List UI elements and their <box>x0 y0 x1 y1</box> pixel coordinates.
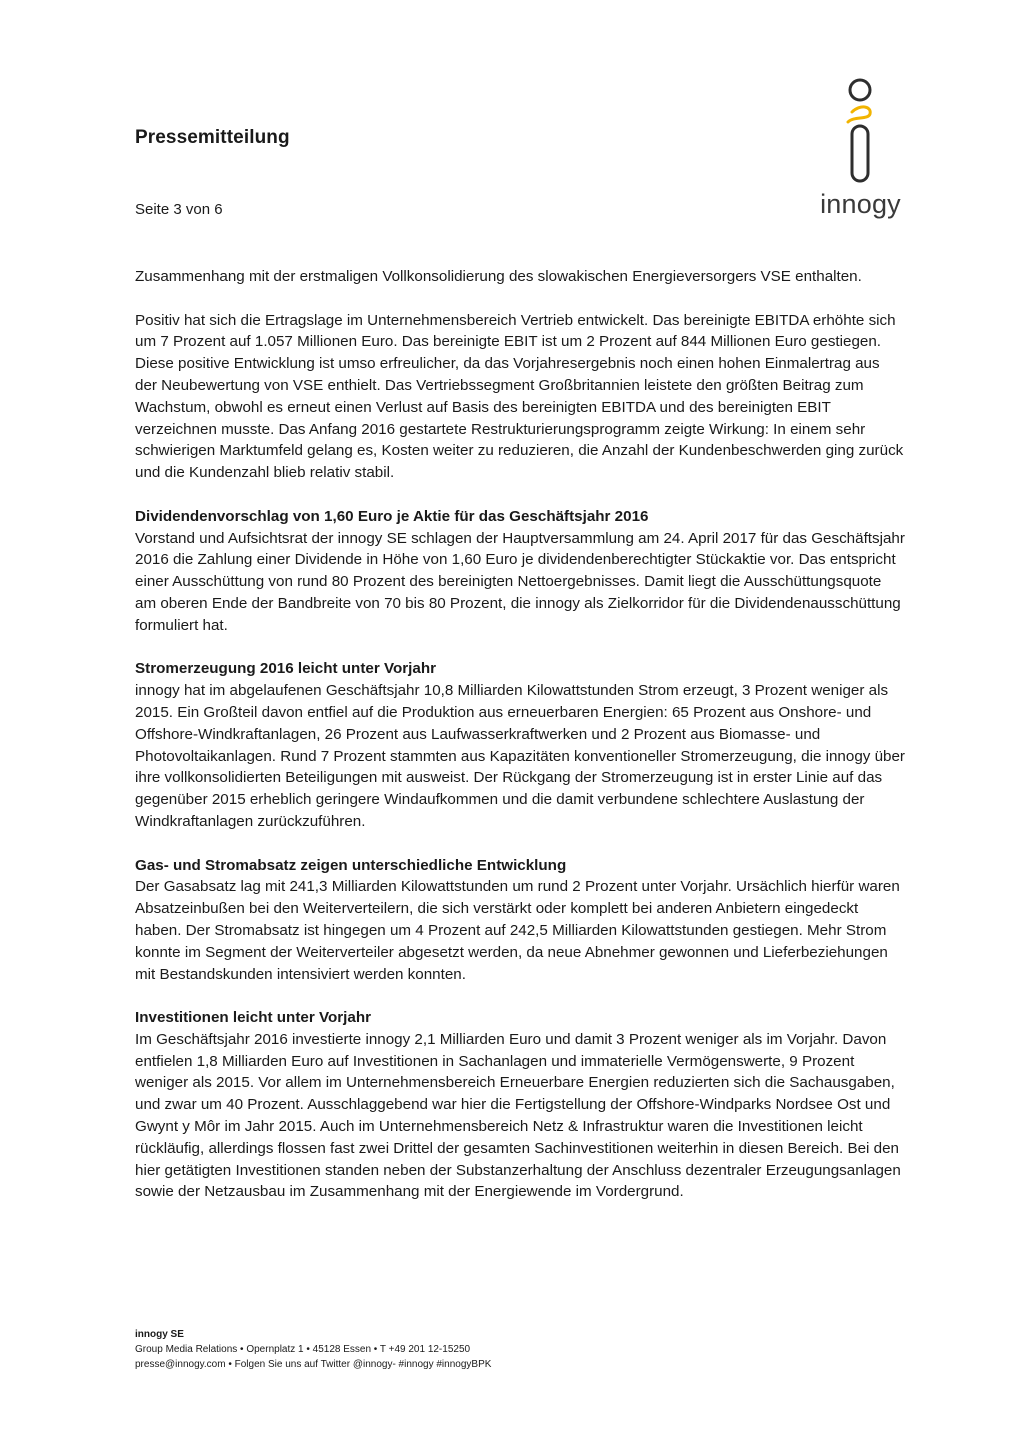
logo-wordmark: innogy <box>820 189 901 219</box>
section-text-generation: innogy hat im abgelaufenen Geschäftsjahr 10,8 Milliarden Kilowattstunden Strom erzeugt, 3 Prozent weniger als 2015. Ein Großteil davon entfiel auf die Produktion aus erneuerbaren Energien: 65 Prozent aus Onshore- und Offshore-Windkraftanlagen, 26 Prozent aus Laufwasserkraftwerken und 2 Prozent aus Biomasse- und Photovoltaikanlagen. Rund 7 Prozent stammten aus Kapazitäten konventioneller Stromerzeugung, die innogy über ihre vollkonsolidierten Beteiligungen mit ausweist. Der Rückgang der Stromerzeugung ist in erster Linie auf das gegenüber 2015 erheblich geringere Windaufkommen und die damit verbundene schlechtere Auslastung der Windkraftanlagen zurückzuführen. <box>135 682 905 830</box>
footer-address: Group Media Relations • Opernplatz 1 • 45128 Essen • T +49 201 12-15250 <box>135 1344 471 1355</box>
section-heading-sales: Gas- und Stromabsatz zeigen unterschiedliche Entwicklung <box>135 856 567 874</box>
section-heading-generation: Stromerzeugung 2016 leicht unter Vorjahr <box>135 660 437 678</box>
intro-paragraph: Zusammenhang mit der erstmaligen Vollkonsolidierung des slowakischen Energieversorgers VSE enthalten. <box>135 268 862 285</box>
vertrieb-paragraph: Positiv hat sich die Ertragslage im Unternehmensbereich Vertrieb entwickelt. Das bereinigte EBITDA erhöhte sich um 7 Prozent auf 1.057 Millionen Euro. Das bereinigte EBIT ist um 2 Prozent auf 844 Millionen Euro gestiegen. Diese positive Entwicklung ist umso erfreulicher, da das Vorjahresergebnis noch einen hohen Einmalertrag aus der Neubewertung von VSE enthielt. Das Vertriebssegment Großbritannien leistete den größten Beitrag zum Wachstum, obwohl es erneut einen Verlust auf Basis des bereinigten EBITDA und des bereinigten EBIT verzeichnen musste. Das Anfang 2016 gestartete Restrukturierungsprogramm zeigte Wirkung: In einem sehr schwierigen Marktumfeld gelang es, Kosten weiter zu reduzieren, die Anzahl der Kundenbeschwerden ging zurück und die Kundenzahl blieb relativ stabil. <box>135 311 904 482</box>
footer-company: innogy SE <box>135 1329 184 1340</box>
section-text-investments: Im Geschäftsjahr 2016 investierte innogy 2,1 Milliarden Euro und damit 3 Prozent weniger als im Vorjahr. Davon entfielen 1,8 Milliarden Euro auf Investitionen in Sachanlagen und immaterielle Vermögenswerte, 9 Prozent weniger als 2015. Vor allem im Unternehmensbereich Erneuerbare Energien reduzierten sich die Sachausgaben, und zwar um 40 Prozent. Ausschlaggebend war hier die Fertigstellung der Offshore-Windparks Nordsee Ost und Gwynt y Môr im Jahr 2015. Auch im Unternehmensbereich Netz & Infrastruktur waren die Investitionen leicht rückläufig, allerdings flossen fast zwei Drittel der gesamten Sachinvestitionen weiterhin in diesen Bereich. Bei den hier getätigten Investitionen standen neben der Substanzerhaltung der Anschluss dezentraler Erzeugungsanlagen sowie der Netzausbau im Zusammenhang mit der Energiewende im Vordergrund. <box>135 1030 901 1201</box>
innogy-logo-icon <box>808 76 913 186</box>
press-release-body <box>135 266 905 1225</box>
section-heading-dividend: Dividendenvorschlag von 1,60 Euro je Aktie für das Geschäftsjahr 2016 <box>135 507 649 525</box>
page-number: Seite 3 von 6 <box>135 201 223 218</box>
section-text-dividend: Vorstand und Aufsichtsrat der innogy SE schlagen der Hauptversammlung am 24. April 2017 für das Geschäftsjahr 2016 die Zahlung einer Dividende in Höhe von 1,60 Euro je dividendenberechtigter Stückaktie vor. Das entspricht einer Ausschüttung von rund 80 Prozent des bereinigten Nettoergebnisses. Damit liegt die Ausschüttungsquote am oberen Ende der Bandbreite von 70 bis 80 Prozent, die innogy als Zielkorridor für die Dividendenausschüttung formuliert hat. <box>135 529 905 634</box>
section-text-sales: Der Gasabsatz lag mit 241,3 Milliarden Kilowattstunden um rund 2 Prozent unter Vorjahr. Ursächlich hierfür waren Absatzeinbußen bei den Weiterverteilern, die sich verstärkt oder komplett bei anderen Anbietern eingedeckt haben. Der Stromabsatz ist hingegen um 4 Prozent auf 242,5 Milliarden Kilowattstunden gestiegen. Mehr Strom konnte im Segment der Weiterverteiler abgesetzt werden, da neue Abnehmer gewonnen und Lieferbeziehungen mit Bestandskunden intensiviert werden konnten. <box>135 878 900 983</box>
page-title: Pressemitteilung <box>135 127 290 148</box>
innogy-logo <box>808 76 913 226</box>
section-heading-investments: Investitionen leicht unter Vorjahr <box>135 1009 372 1027</box>
footer-contact: presse@innogy.com • Folgen Sie uns auf Twitter @innogy- #innogy #innogyBPK <box>135 1359 492 1370</box>
footer <box>135 1327 491 1372</box>
